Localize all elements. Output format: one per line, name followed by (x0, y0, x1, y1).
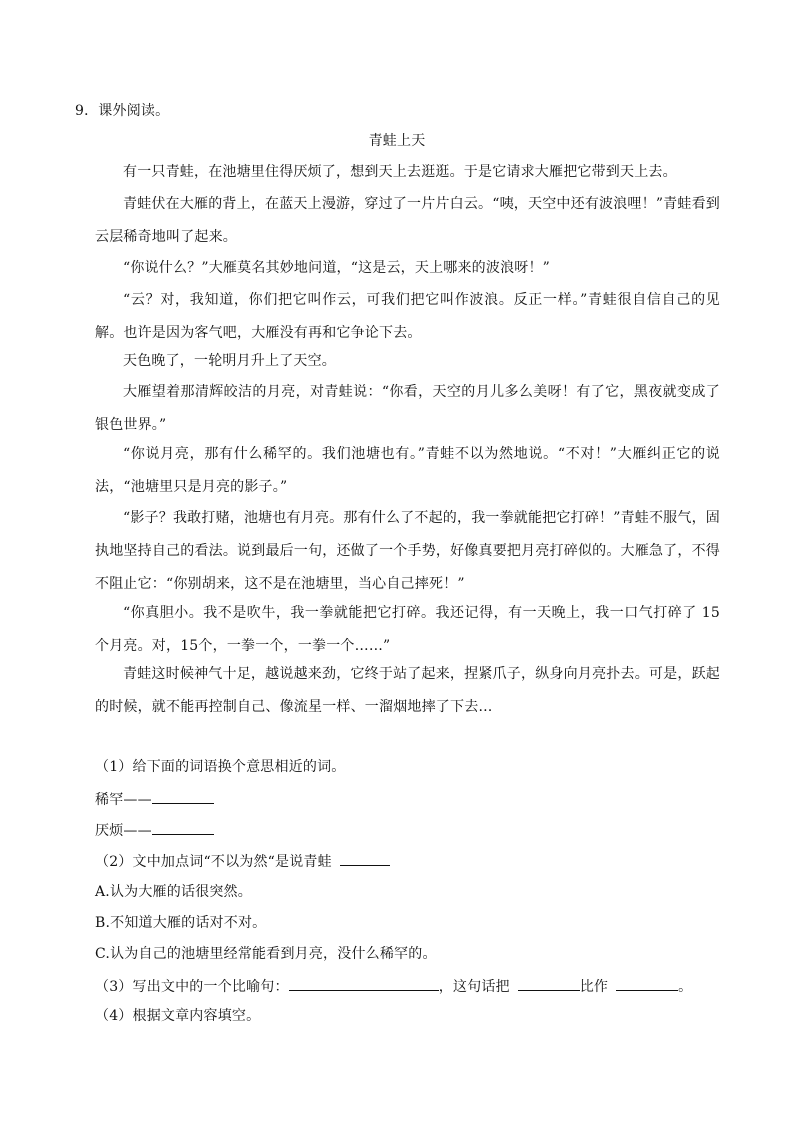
q1-item-2-label: 厌烦—— (95, 823, 152, 839)
q3-mid2: 比作 (579, 979, 609, 995)
q2-option-a: A.认为大雁的话很突然。 (95, 884, 252, 900)
question-number: 9．课外阅读。 (75, 103, 170, 119)
paragraph-7: “你说月亮，那有什么稀罕的。我们池塘也有。”青蛙不以为然地说。“不对！”大雁纠正它的说法，“池塘里只是月亮的影子。” (95, 446, 720, 495)
answer-blank-6[interactable] (616, 976, 678, 991)
passage-title: 青蛙上天 (368, 133, 426, 149)
q1-item-1-label: 稀罕—— (95, 792, 152, 808)
q3-line (95, 976, 692, 997)
answer-blank-3[interactable] (340, 851, 390, 866)
q4-prompt: （4）根据文章内容填空。 (95, 1008, 261, 1024)
paragraph-3: “你说什么？”大雁莫名其妙地问道，“这是云，天上哪来的波浪呀！” (123, 260, 551, 276)
q3-end: 。 (678, 979, 693, 995)
paragraph-6: 大雁望着那清辉皎洁的月亮，对青蛙说：“你看，天空的月儿多么美呀！有了它，黑夜就变成了银色世界。” (95, 384, 720, 433)
q2-prompt (95, 851, 390, 872)
paragraph-9: “你真胆小。我不是吹牛，我一拳就能把它打碎。我还记得，有一天晚上，我一口气打碎了 15个月亮。对，15个，一拳一个，一拳一个……” (95, 605, 720, 654)
q3-mid: ，这句话把 (438, 979, 510, 995)
answer-blank-1[interactable] (152, 789, 214, 804)
q2-prompt-text: （2）文中加点词“不以为然“是说青蛙 (95, 854, 332, 870)
q1-item-1 (95, 789, 214, 810)
answer-blank-4[interactable] (289, 976, 439, 991)
q1-item-2 (95, 820, 214, 841)
paragraph-8: “影子？我敢打赌，池塘也有月亮。那有什么了不起的，我一拳就能把它打碎！”青蛙不服气，固执地坚持自己的看法。说到最后一句，还做了一个手势，好像真要把月亮打碎似的。大雁急了，不得不阻止它：“你别胡来，这不是在池塘里，当心自己摔死！” (95, 510, 720, 592)
paragraph-1: 有一只青蛙，在池塘里住得厌烦了，想到天上去逛逛。于是它请求大雁把它带到天上去。 (123, 164, 677, 180)
paragraph-2: 青蛙伏在大雁的背上，在蓝天上漫游，穿过了一片片白云。“咦，天空中还有波浪哩！”青蛙看到云层稀奇地叫了起来。 (95, 196, 720, 245)
answer-blank-2[interactable] (152, 820, 214, 835)
paragraph-4: “云？对，我知道，你们把它叫作云，可我们把它叫作波浪。反正一样。”青蛙很自信自己的见解。也许是因为客气吧，大雁没有再和它争论下去。 (95, 292, 720, 341)
q2-option-b: B.不知道大雁的话对不对。 (95, 915, 267, 931)
q3-prompt: （3）写出文中的一个比喻句： (95, 979, 289, 995)
paragraph-10: 青蛙这时候神气十足，越说越来劲，它终于站了起来，捏紧爪子，纵身向月亮扑去。可是，跃起的时候，就不能再控制自己、像流星一样、一溜烟地摔了下去… (95, 666, 720, 715)
q2-option-c: C.认为自己的池塘里经常能看到月亮，没什么稀罕的。 (95, 946, 437, 962)
answer-blank-5[interactable] (518, 976, 580, 991)
q1-prompt: （1）给下面的词语换个意思相近的词。 (95, 759, 346, 775)
paragraph-5: 天色晚了，一轮明月升上了天空。 (123, 353, 336, 369)
